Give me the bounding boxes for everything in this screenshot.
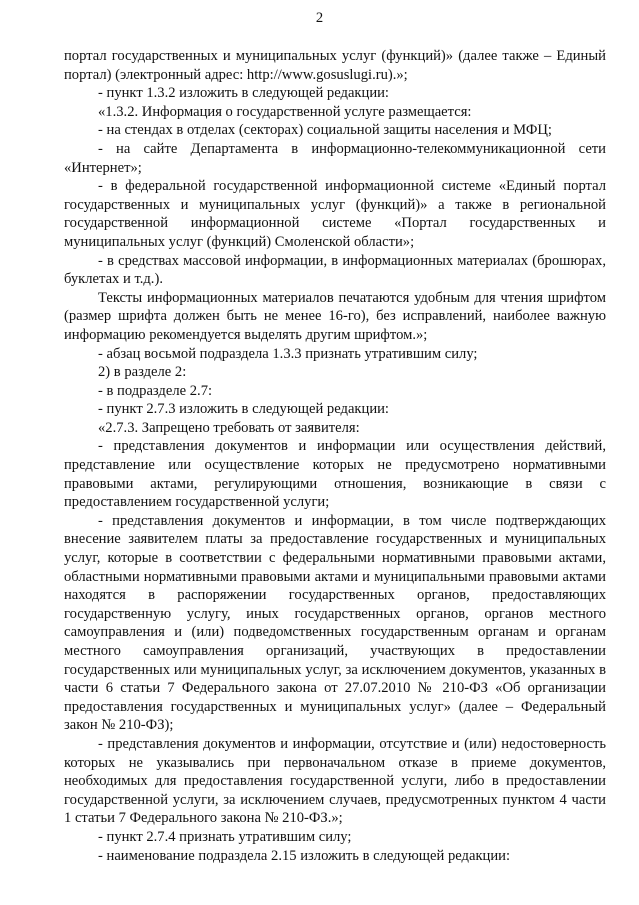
paragraph-prohibited-actions: - представления документов и информации или осуществления действий, представление или осуществление которых не предусмотрено нормативными правовыми актами, регулирующими отношения, возникающие в связи с предоставлением государственной услуги;: [64, 438, 606, 511]
page-number: 2: [315, 10, 324, 26]
paragraph-2-15-heading: - наименование подраздела 2.15 изложить в следующей редакции:: [98, 847, 511, 864]
paragraph-1-3-3-void: - абзац восьмой подраздела 1.3.3 признать утратившим силу;: [98, 345, 478, 362]
paragraph-section-2: 2) в разделе 2:: [98, 364, 187, 381]
paragraph-prohibited-missing-info: - представления документов и информации, отсутствие и (или) недостоверность которых не указывались при первоначальном отказе в приеме документов, необходимых для предоставления государственной услуги, либо в предоставлении государственной услуги, за исключением случаев, предусмотренных пунктом 4 части 1 статьи 7 Федерального закона № 210-ФЗ.»;: [64, 735, 606, 827]
paragraph-2-7-3-heading: «2.7.3. Запрещено требовать от заявителя:: [98, 419, 360, 436]
paragraph-portal-continuation: портал государственных и муниципальных услуг (функций)» (далее также – Единый портал) (электронный адрес: http://www.gosuslugi.ru).»;: [64, 48, 606, 83]
paragraph-department-site: - на сайте Департамента в информационно-телекоммуникационной сети «Интернет»;: [64, 140, 606, 176]
paragraph-prohibited-documents: - представления документов и информации, в том числе подтверждающих внесение заявителем платы за предоставление государственных и муниципальных услуг, которые в соответствии с федеральными нормативными правовыми актами, областными нормативными правовыми актами и муниципальными правовыми актами находятся в распоряжении государственных органов, предоставляющих государственную услугу, иных государственных органов, органов местного самоуправления и (или) подведомственных государственным органам и органам местного самоуправления организаций, участвующих в предоставлении государственных или муниципальных услуг, за исключением документов, указанных в части 6 статьи 7 Федерального закона от 27.07.2010 № 210-ФЗ «Об организации предоставления государственных и муниципальных услуг» (далее – Федеральный закон № 210-ФЗ);: [64, 512, 606, 734]
paragraph-stands: - на стендах в отделах (секторах) социальной защиты населения и МФЦ;: [98, 122, 552, 139]
document-body: [64, 47, 606, 865]
paragraph-federal-portal: - в федеральной государственной информационной системе «Единый портал государственных и муниципальных услуг (функций)» а также в региональной государственной информационной системе «Портал государственных и муниципальных услуг (функций) Смоленской области»;: [64, 178, 606, 250]
paragraph-2-7-4-void: - пункт 2.7.4 признать утратившим силу;: [98, 828, 352, 845]
paragraph-mass-media: - в средствах массовой информации, в информационных материалах (брошюрах, буклетах и т.д.).: [64, 252, 606, 288]
paragraph-subsection-2-7: - в подразделе 2.7:: [98, 382, 213, 399]
paragraph-info-materials-font: Тексты информационных материалов печатаются удобным для чтения шрифтом (размер шрифта должен быть не менее 16-го), без исправлений, наиболее важную информацию рекомендуется выделять другим шрифтом.»;: [64, 289, 606, 343]
paragraph-item-1-3-2-intro: - пункт 1.3.2 изложить в следующей редакции:: [98, 85, 389, 102]
paragraph-1-3-2-heading: «1.3.2. Информация о государственной услуге размещается:: [98, 103, 472, 120]
paragraph-item-2-7-3-intro: - пункт 2.7.3 изложить в следующей редакции:: [98, 401, 389, 418]
